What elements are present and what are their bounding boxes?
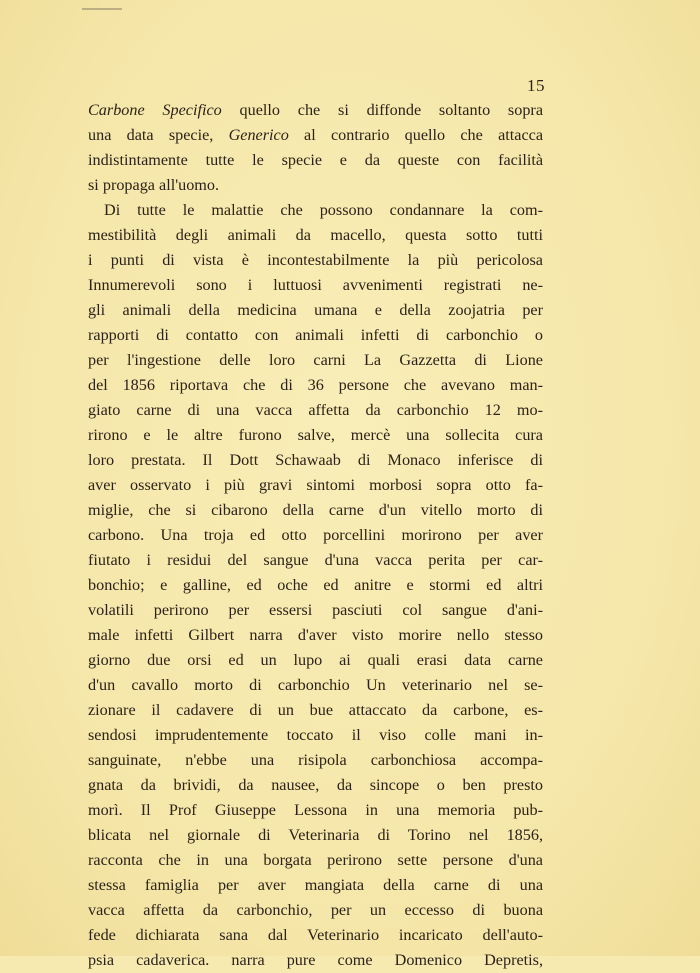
text-run: al contrario quello che attacca: [288, 126, 544, 144]
text-line: [88, 773, 543, 798]
text-line: [88, 348, 543, 373]
text-line: [88, 798, 543, 823]
text-line: [88, 223, 543, 248]
text-line: [88, 923, 543, 948]
text-run: aver osservato i più gravi sintomi morbosi sopra otto fa-: [88, 476, 543, 494]
text-line: [88, 598, 543, 623]
text-run: giato carne di una vacca affetta da carbonchio 12 mo-: [88, 401, 543, 419]
text-line: [88, 423, 543, 448]
italic-term: Carbone Specifico: [88, 101, 222, 119]
text-run: del 1856 riportava che di 36 persone che avevano man-: [88, 376, 543, 394]
text-line: [88, 473, 543, 498]
body-text: [88, 98, 543, 973]
text-line: [88, 198, 543, 223]
text-line: [88, 173, 543, 198]
text-line: [88, 398, 543, 423]
text-run: loro prestata. Il Dott Schawaab di Monaco inferisce di: [88, 451, 543, 469]
text-run: rapporti di contatto con animali infetti di carbonchio o: [88, 326, 543, 344]
text-line: [88, 98, 543, 123]
text-run: si propaga all'uomo.: [88, 176, 220, 194]
text-line: [88, 548, 543, 573]
text-line: [88, 123, 543, 148]
text-line: [88, 873, 543, 898]
text-run: Innumerevoli sono i luttuosi avvenimenti registrati ne-: [88, 276, 543, 294]
text-run: gli animali della medicina umana e della zoojatria per: [88, 301, 543, 319]
text-run: volatili perirono per essersi pasciuti col sangue d'ani-: [88, 601, 543, 619]
text-run: giorno due orsi ed un lupo ai quali erasi data carne: [88, 651, 543, 669]
text-line: [88, 948, 543, 973]
text-line: [88, 848, 543, 873]
top-ink-mark: [82, 8, 122, 10]
text-line: [88, 698, 543, 723]
text-run: fiutato i residui del sangue d'una vacca perita per car-: [88, 551, 543, 569]
text-line: [88, 248, 543, 273]
page-number: 15: [527, 76, 545, 95]
text-run: blicata nel giornale di Veterinaria di Torino nel 1856,: [88, 826, 543, 844]
italic-term: Generico: [228, 126, 289, 144]
text-line: [88, 648, 543, 673]
text-run: morì. Il Prof Giuseppe Lessona in una memoria pub-: [88, 801, 543, 819]
text-line: [88, 273, 543, 298]
text-run: fede dichiarata sana dal Veterinario incaricato dell'auto-: [88, 926, 543, 944]
text-line: [88, 573, 543, 598]
text-line: [88, 148, 543, 173]
text-run: una data specie,: [88, 126, 229, 144]
text-run: bonchio; e galline, ed oche ed anitre e stormi ed altri: [88, 576, 543, 594]
text-run: gnata da brividi, da nausee, da sincope o ben presto: [88, 776, 543, 794]
text-line: [88, 498, 543, 523]
text-run: racconta che in una borgata perirono sette persone d'una: [88, 851, 543, 869]
text-run: sendosi imprudentemente toccato il viso colle mani in-: [88, 726, 543, 744]
text-run: miglie, che si cibarono della carne d'un vitello morto di: [88, 501, 543, 519]
text-run: stessa famiglia per aver mangiata della carne di una: [88, 876, 543, 894]
text-line: [88, 823, 543, 848]
text-run: mestibilità degli animali da macello, questa sotto tutti: [88, 226, 543, 244]
text-line: [88, 723, 543, 748]
text-run: indistintamente tutte le specie e da queste con facilità: [88, 151, 543, 169]
text-line: [88, 623, 543, 648]
text-run: quello che si diffonde soltanto sopra: [221, 101, 543, 119]
text-line: [88, 523, 543, 548]
text-line: [88, 298, 543, 323]
text-line: [88, 373, 543, 398]
text-run: i punti di vista è incontestabilmente la più pericolosa: [88, 251, 543, 269]
text-run: rirono e le altre furono salve, mercè una sollecita cura: [88, 426, 543, 444]
text-run: zionare il cadavere di un bue attaccato da carbone, es-: [88, 701, 543, 719]
text-run: Di tutte le malattie che possono condannare la com-: [104, 201, 543, 219]
text-run: sanguinate, n'ebbe una risipola carbonchiosa accompa-: [88, 751, 543, 769]
text-line: [88, 448, 543, 473]
text-run: carbono. Una troja ed otto porcellini morirono per aver: [88, 526, 543, 544]
text-line: [88, 323, 543, 348]
text-line: [88, 898, 543, 923]
text-run: psia cadaverica. narra pure come Domenico Depretis,: [88, 951, 543, 969]
text-run: male infetti Gilbert narra d'aver visto morire nello stesso: [88, 626, 543, 644]
text-run: d'un cavallo morto di carbonchio Un veterinario nel se-: [88, 676, 543, 694]
text-run: per l'ingestione delle loro carni La Gazzetta di Lione: [88, 351, 543, 369]
text-run: vacca affetta da carbonchio, per un eccesso di buona: [88, 901, 543, 919]
text-line: [88, 673, 543, 698]
text-line: [88, 748, 543, 773]
